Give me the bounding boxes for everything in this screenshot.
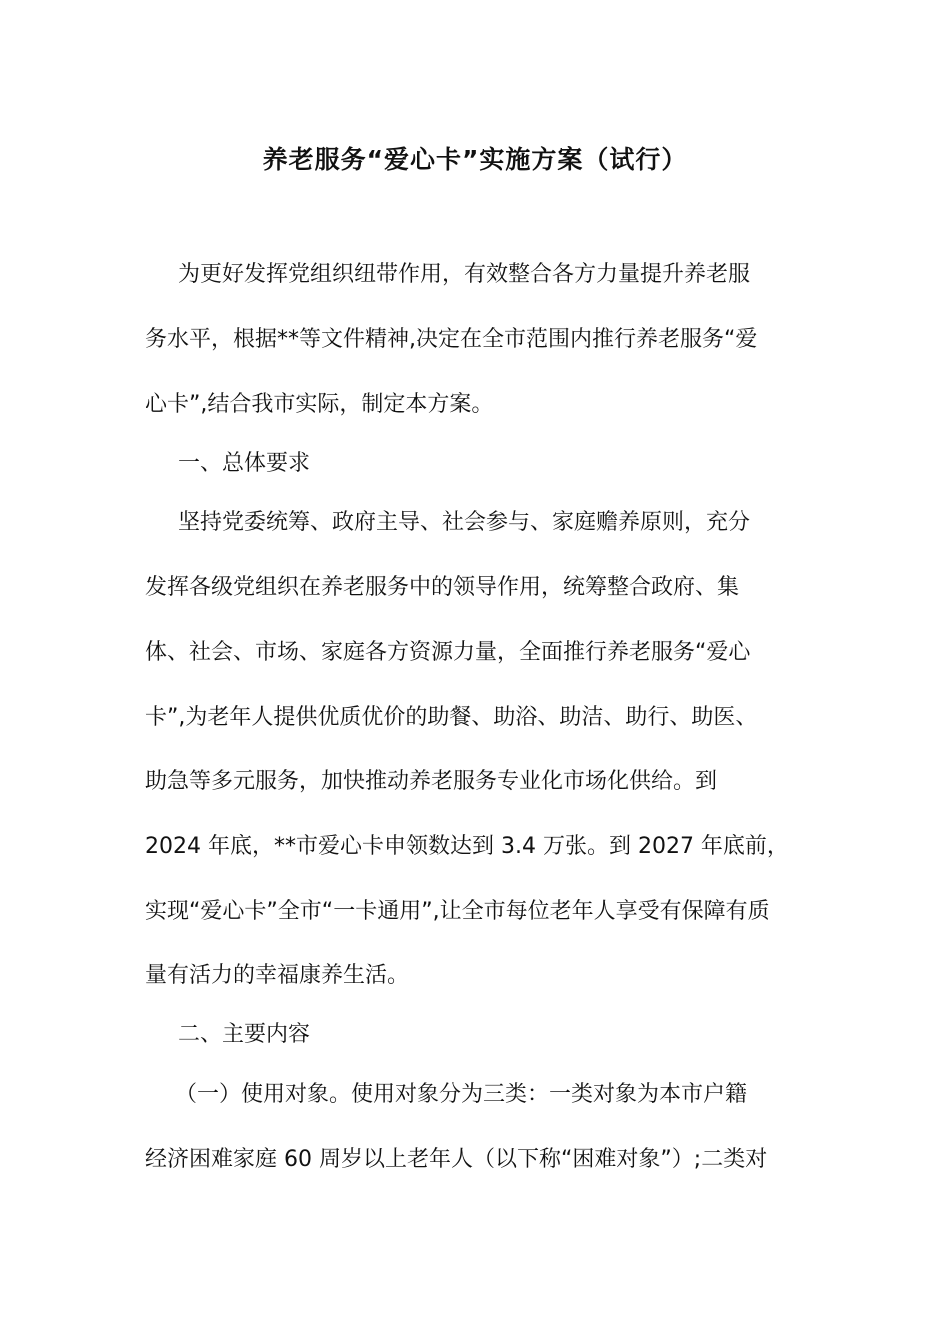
paragraph-line: 经济困难家庭 60 周岁以上老年人（以下称“困难对象”）;二类对 — [145, 1147, 768, 1172]
paragraph-line: （一）使用对象。使用对象分为三类：一类对象为本市户籍 — [175, 1082, 748, 1107]
paragraph-line: 坚持党委统筹、政府主导、社会参与、家庭赡养原则，充分 — [178, 510, 751, 535]
paragraph-line: 务水平，根据**等文件精神,决定在全市范围内推行养老服务“爱 — [145, 327, 758, 352]
paragraph-line: 体、社会、市场、家庭各方资源力量，全面推行养老服务“爱心 — [145, 640, 751, 665]
paragraph-line: 实现“爱心卡”全市“一卡通用”,让全市每位老年人享受有保障有质 — [145, 899, 770, 924]
paragraph-line: 卡”,为老年人提供优质优价的助餐、助浴、助洁、助行、助医、 — [145, 705, 758, 730]
document-title: 养老服务“爱心卡”实施方案（试行） — [262, 145, 688, 174]
section-heading: 一、总体要求 — [178, 451, 311, 476]
paragraph-line: 助急等多元服务，加快推动养老服务专业化市场化供给。到 — [145, 769, 718, 794]
paragraph-line: 发挥各级党组织在养老服务中的领导作用，统筹整合政府、集 — [145, 575, 740, 600]
paragraph-line: 量有活力的幸福康养生活。 — [145, 963, 410, 988]
paragraph-line: 为更好发挥党组织纽带作用，有效整合各方力量提升养老服 — [178, 262, 751, 287]
section-heading: 二、主要内容 — [178, 1022, 311, 1047]
paragraph-line: 心卡”,结合我市实际，制定本方案。 — [145, 392, 494, 417]
paragraph-line: 2024 年底，**市爱心卡申领数达到 3.4 万张。到 2027 年底前， — [145, 834, 789, 859]
